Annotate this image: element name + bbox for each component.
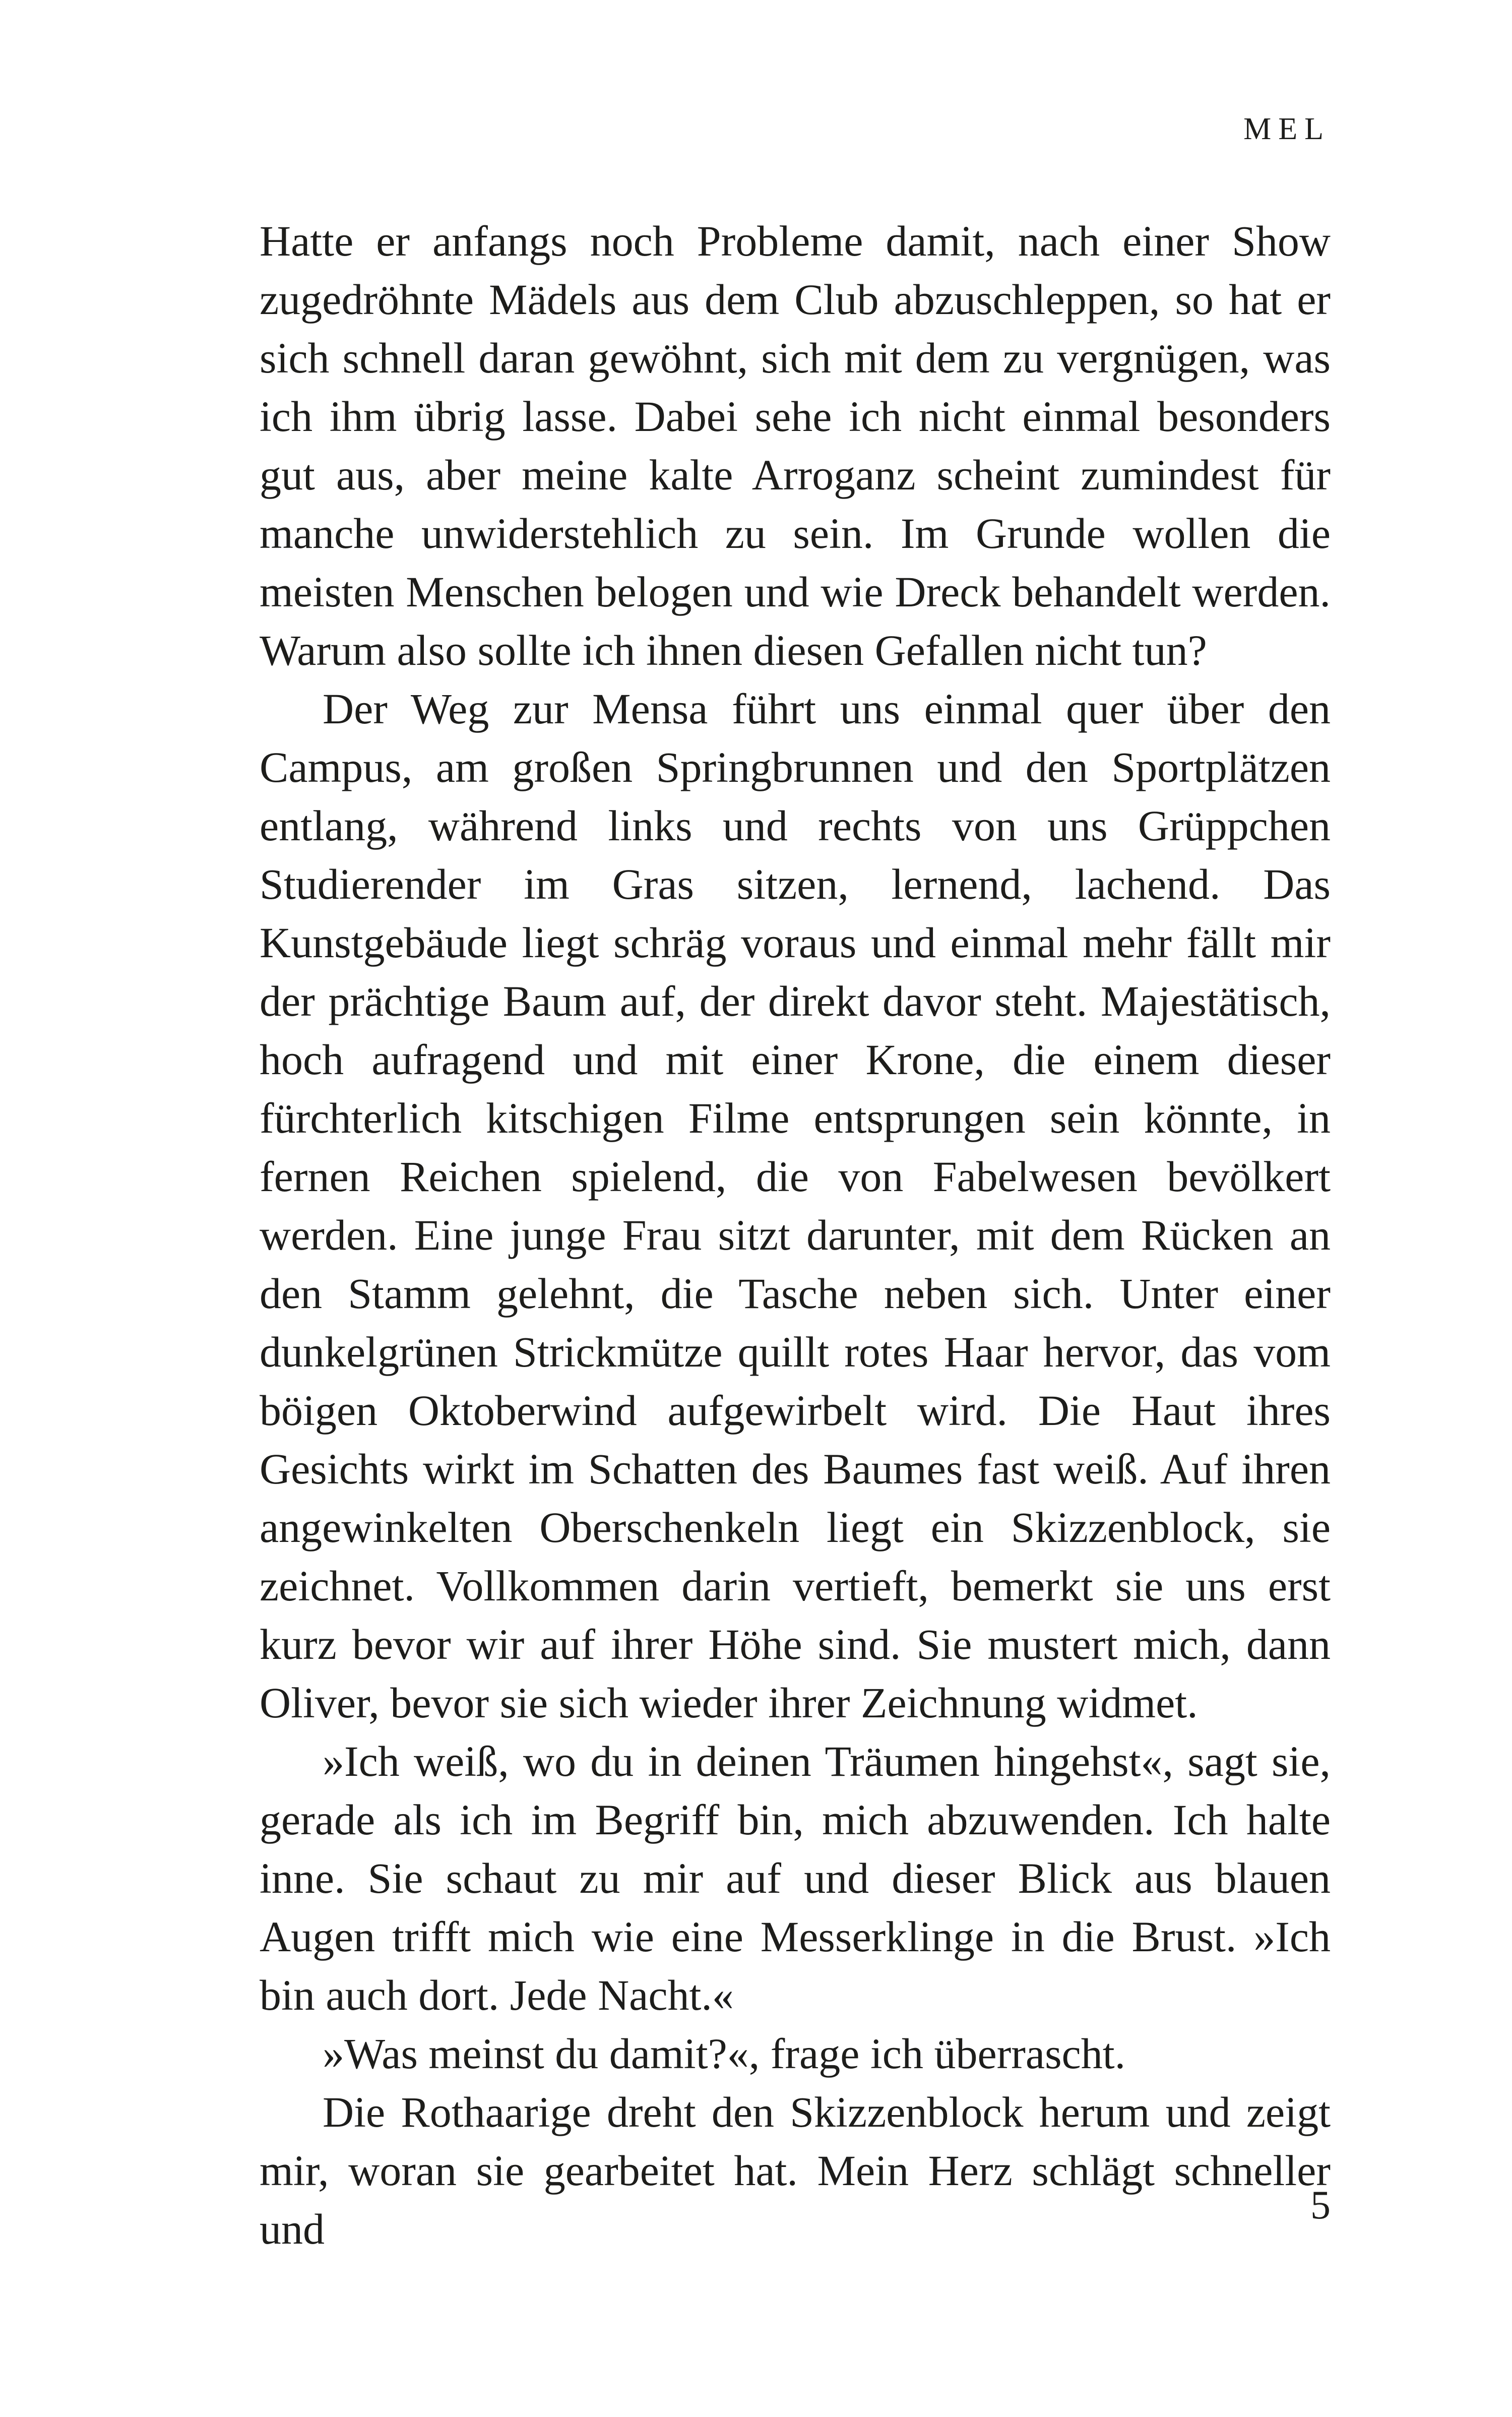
paragraph: Der Weg zur Mensa führt uns einmal quer über den Campus, am großen Springbrunnen und den Sportplätzen entlang, während links und rechts von uns Grüppchen Studierender im Gras sitzen, lernend, lachend. Das Kunstgebäude liegt schräg voraus und einmal mehr fällt mir der prächtige Baum auf, der direkt davor steht. Majestätisch, hoch aufragend und mit einer Krone, die einem dieser fürchterlich kitschigen Filme entsprungen sein könnte, in fernen Reichen spielend, die von Fabelwesen bevölkert werden. Eine junge Frau sitzt darunter, mit dem Rücken an den Stamm gelehnt, die Tasche neben sich. Unter einer dunkelgrünen Strickmütze quillt rotes Haar hervor, das vom böigen Oktoberwind aufgewirbelt wird. Die Haut ihres Gesichts wirkt im Schatten des Baumes fast weiß. Auf ihren angewinkelten Oberschenkeln liegt ein Skizzenblock, sie zeichnet. Vollkommen darin vertieft, bemerkt sie uns erst kurz bevor wir auf ihrer Höhe sind. Sie mustert mich, dann Oliver, bevor sie sich wieder ihrer Zeichnung widmet.	[260, 685, 1331, 1727]
page-number: 5	[1310, 2183, 1331, 2227]
body-text	[260, 212, 1331, 2258]
paragraph: Hatte er anfangs noch Probleme damit, nach einer Show zugedröhnte Mädels aus dem Club abzuschleppen, so hat er sich schnell daran gewöhnt, sich mit dem zu vergnügen, was ich ihm übrig lasse. Dabei sehe ich nicht einmal besonders gut aus, aber meine kalte Arroganz scheint zumindest für manche unwiderstehlich zu sein. Im Grunde wollen die meisten Menschen belogen und wie Dreck behandelt werden. Warum also sollte ich ihnen diesen Gefallen nicht tun?	[260, 217, 1331, 674]
running-head: MEL	[1243, 112, 1331, 146]
paragraph: »Was meinst du damit?«, frage ich überrascht.	[323, 2029, 1126, 2078]
paragraph: Die Rothaarige dreht den Skizzenblock herum und zeigt mir, woran sie gearbeitet hat. Mein Herz schlägt schneller und	[260, 2088, 1331, 2253]
paragraph: »Ich weiß, wo du in deinen Träumen hingehst«, sagt sie, gerade als ich im Begriff bin, mich abzuwenden. Ich halte inne. Sie schaut zu mir auf und dieser Blick aus blauen Augen trifft mich wie eine Messerklinge in die Brust. »Ich bin auch dort. Jede Nacht.«	[260, 1737, 1331, 2019]
